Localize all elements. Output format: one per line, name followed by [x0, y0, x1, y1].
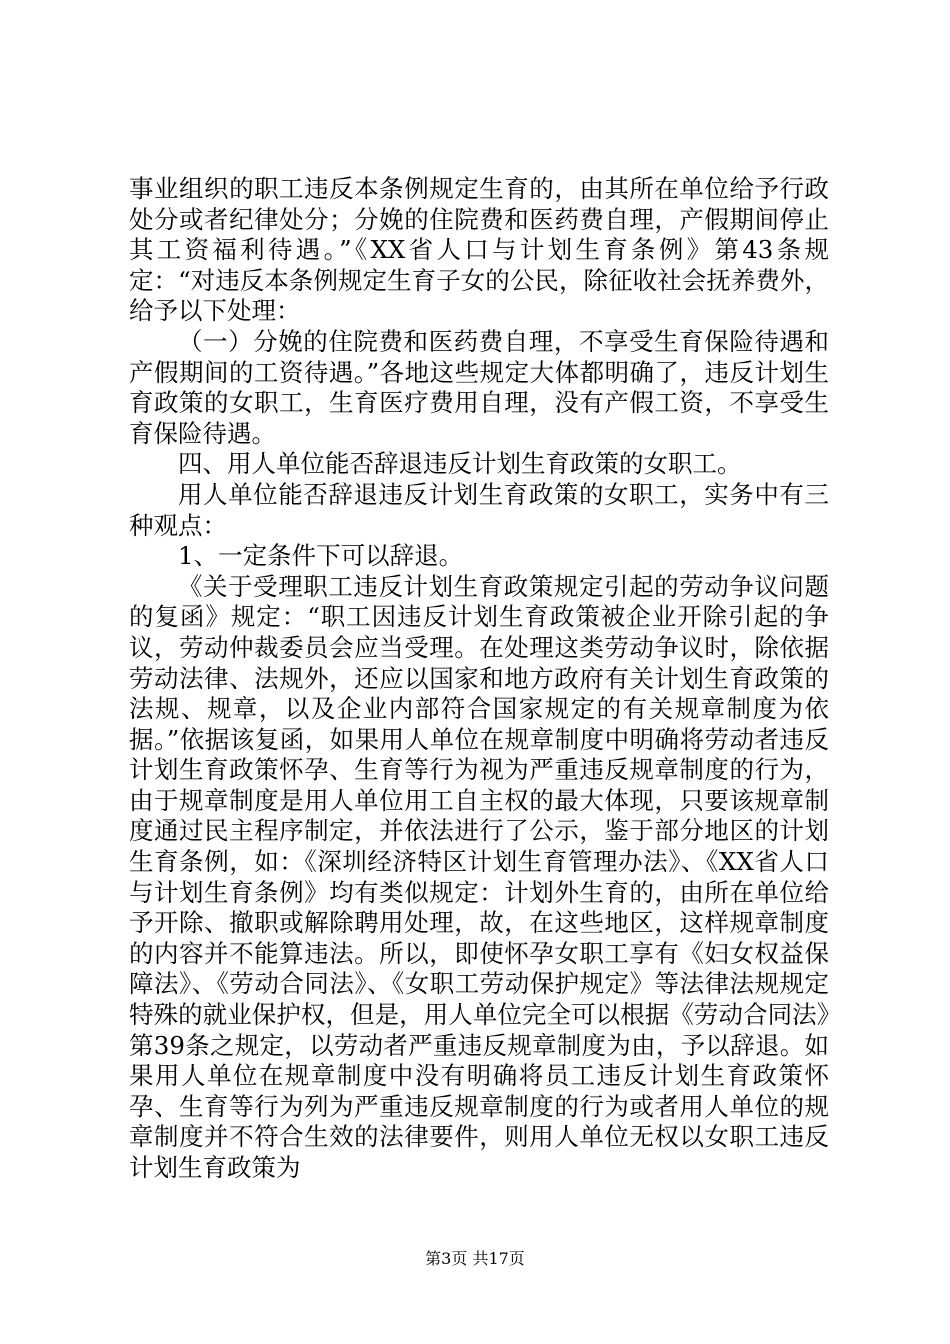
paragraph-main: 《关于受理职工违反计划生育政策规定引起的劳动争议问题的复函》规定：“职工因违反计划生育政策被企业开除引起的争议，劳动仲裁委员会应当受理。在处理这类劳动争议时，除依据劳动法律、法规外，还应以国家和地方政府有关计划生育政策的法规、规章，以及企业内部符合国家规定的有关规章制度为依据。”依据该复函，如果用人单位在规章制度中明确将劳动者违反计划生育政策怀孕、生育等行为视为严重违反规章制度的行为，由于规章制度是用人单位用工自主权的最大体现，只要该规章制度通过民主程序制定，并依法进行了公示，鉴于部分地区的计划生育条例，如：《深圳经济特区计划生育管理办法》、《XX省人口与计划生育条例》均有类似规定：计划外生育的，由所在单位给予开除、撤职或解除聘用处理，故，在这些地区，这样规章制度的内容并不能算违法。所以，即使怀孕女职工享有《妇女权益保障法》、《劳动合同法》、《女职工劳动保护规定》等法律法规规定特殊的就业保护权，但是，用人单位完全可以根据《劳动合同法》第39条之规定，以劳动者严重违反规章制度为由，予以辞退。如果用人单位在规章制度中没有明确将员工违反计划生育政策怀孕、生育等行为列为严重违反规章制度的行为或者用人单位的规章制度并不符合生效的法律要件，则用人单位无权以女职工违反计划生育政策为: [129, 571, 829, 1182]
document-body: [129, 174, 829, 1184]
paragraph-intro: 用人单位能否辞退违反计划生育政策的女职工，实务中有三种观点：: [129, 479, 829, 540]
section-heading: 四、用人单位能否辞退违反计划生育政策的女职工。: [178, 449, 742, 479]
page-number-footer: 第3页 共17页: [425, 1249, 525, 1268]
paragraph-continuation: 事业组织的职工违反本条例规定生育的，由其所在单位给予行政处分或者纪律处分；分娩的住院费和医药费自理，产假期间停止其工资福利待遇。”《XX省人口与计划生育条例》第43条规定：“对违反本条例规定生育子女的公民，除征收社会抚养费外，给予以下处理：: [129, 174, 829, 326]
subsection-heading: 1、一定条件下可以辞退。: [178, 541, 464, 571]
paragraph-item-one: （一）分娩的住院费和医药费自理，不享受生育保险待遇和产假期间的工资待遇。”各地这些规定大体都明确了，违反计划生育政策的女职工，生育医疗费用自理，没有产假工资，不享受生育保险待遇。: [129, 326, 829, 448]
